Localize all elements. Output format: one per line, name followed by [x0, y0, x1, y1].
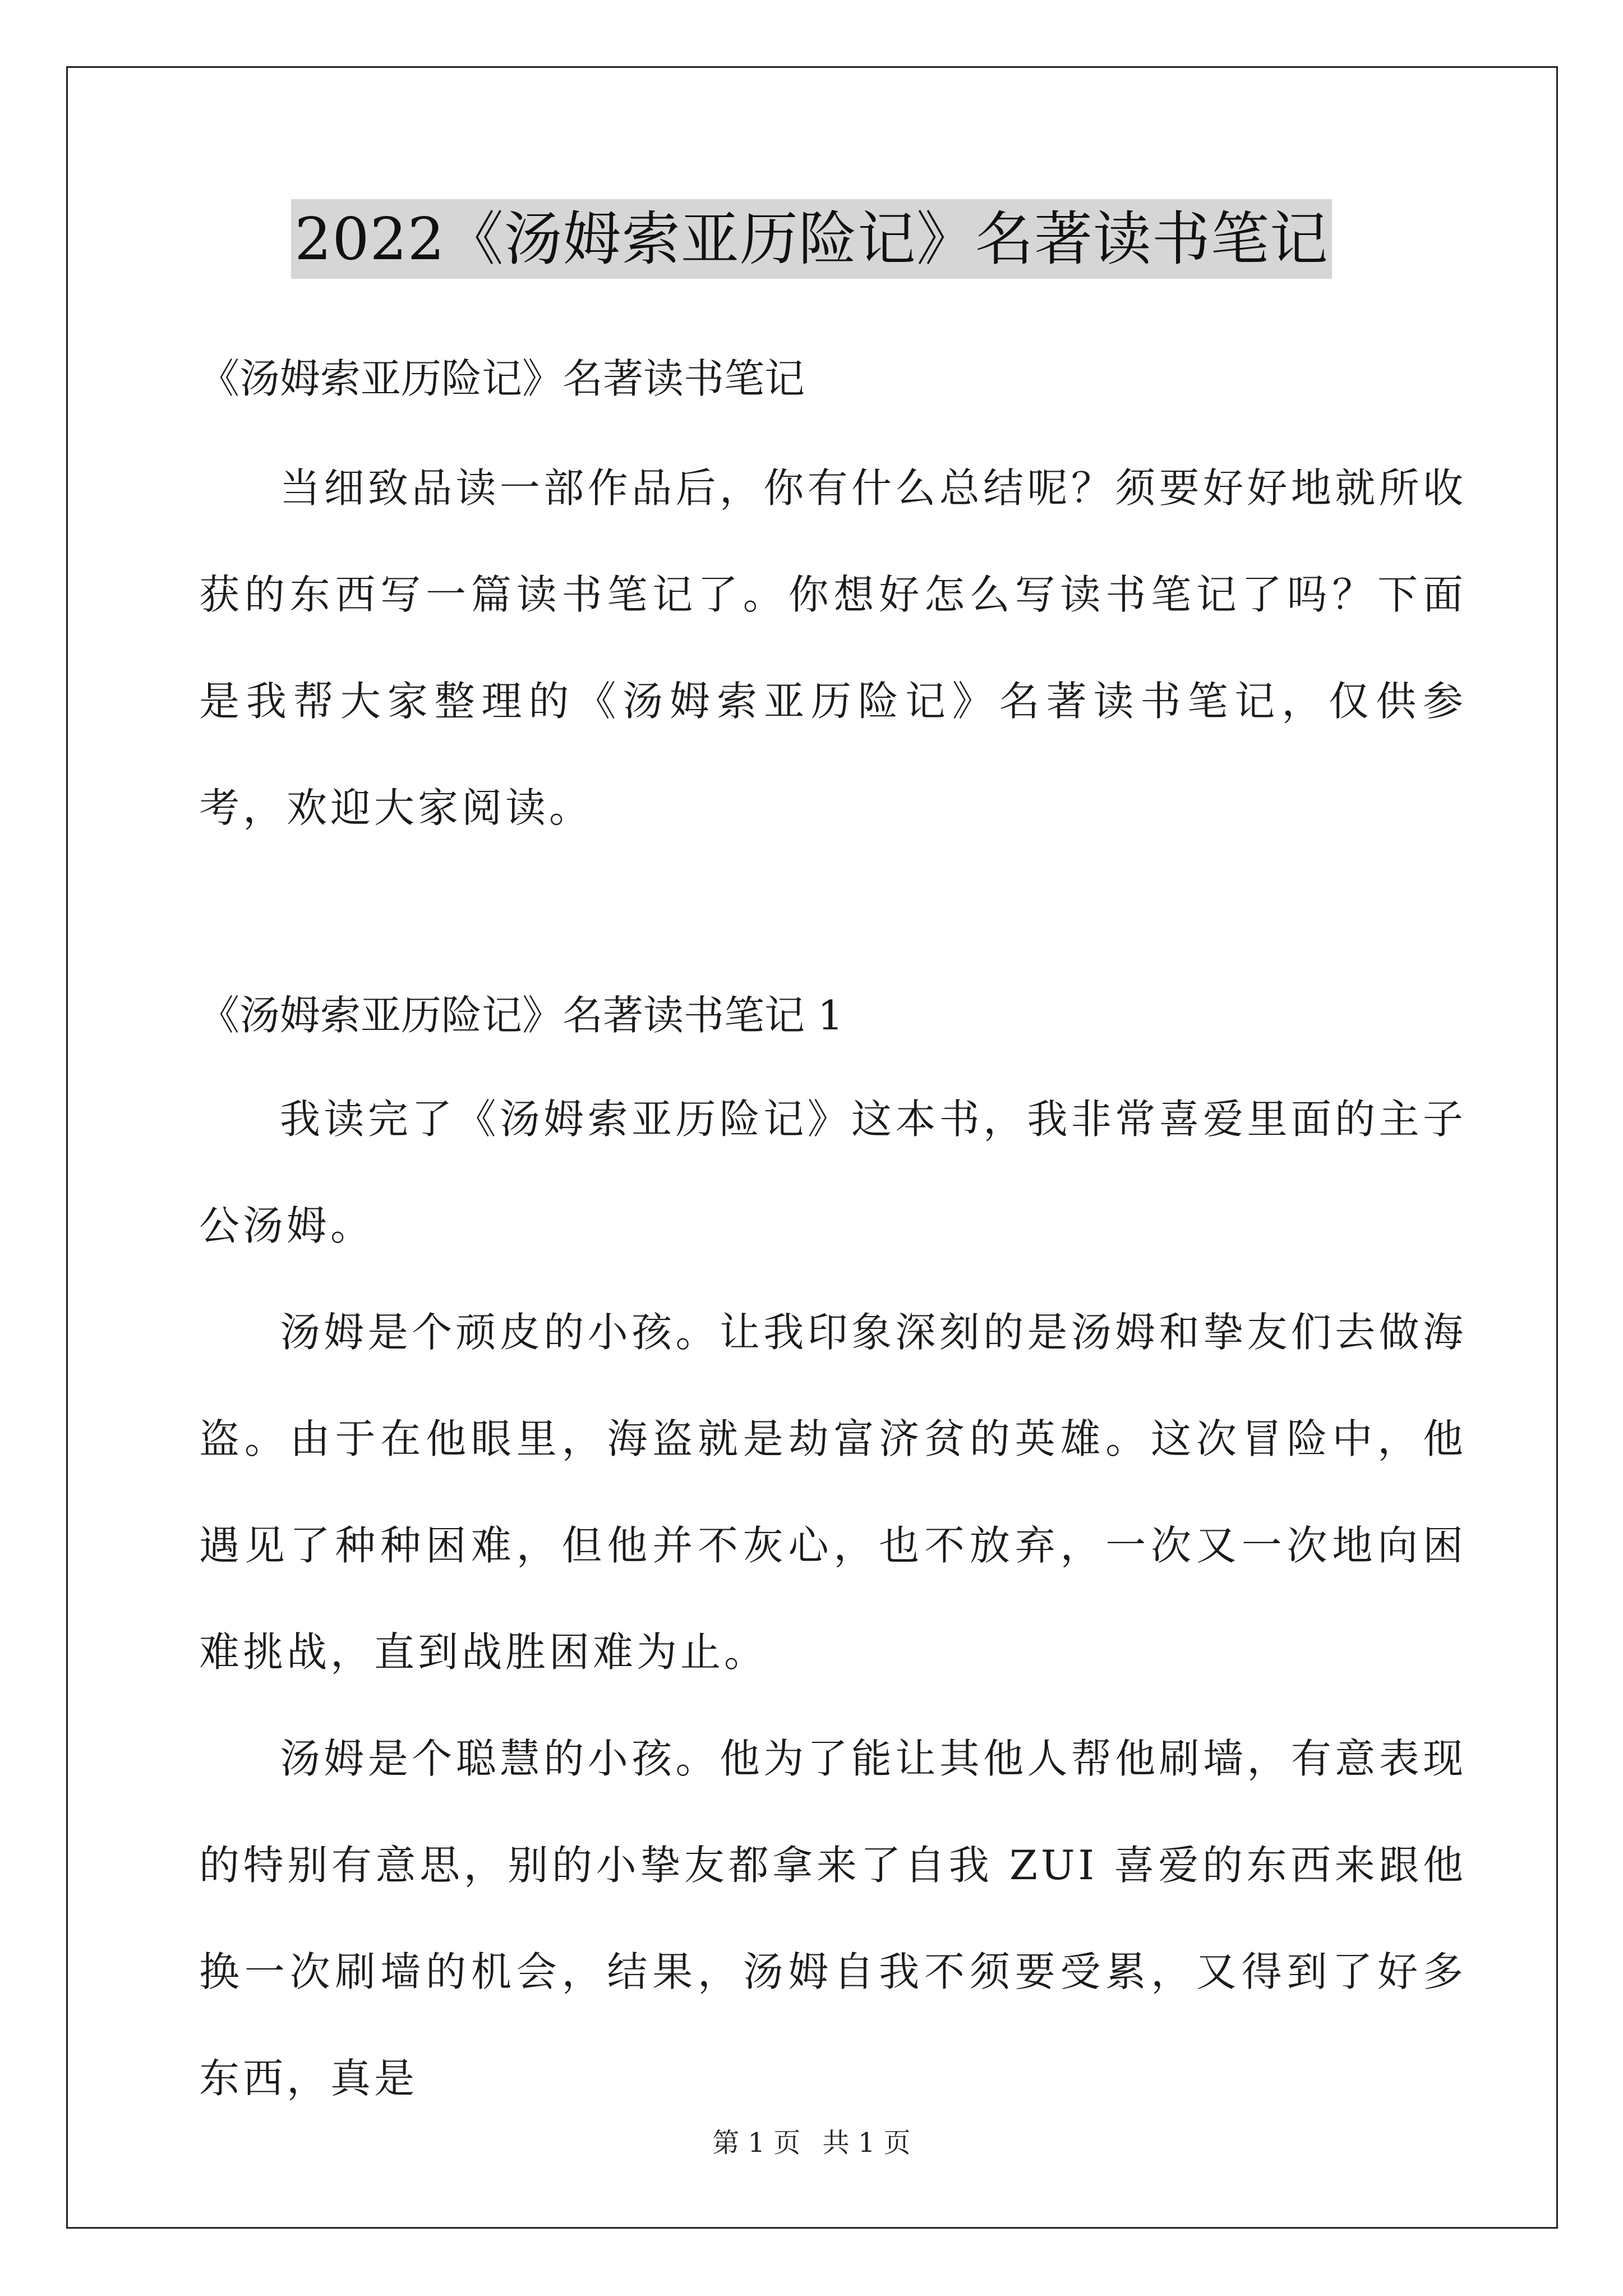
page-footer — [0, 2126, 1623, 2160]
document-subtitle: 《汤姆索亚历险记》名著读书笔记 — [199, 355, 805, 402]
body-paragraph-2: 汤姆是个顽皮的小孩。让我印象深刻的是汤姆和挚友们去做海盗。由于在他眼里，海盗就是劫富济贫的英雄。这次冒险中，他遇见了种种困难，但他并不灰心，也不放弃，一次又一次地向困难挑战，直到战胜困难为止。 — [199, 1309, 1467, 1676]
body-paragraph-3: 汤姆是个聪慧的小孩。他为了能让其他人帮他刷墙，有意表现的特别有意思，别的小挚友都拿来了自我 ZUI 喜爱的东西来跟他换一次刷墙的机会，结果，汤姆自我不须要受累，又得到了好多东西，真是 — [199, 1735, 1467, 2102]
section-heading: 《汤姆索亚历险记》名著读书笔记 1 — [199, 992, 843, 1039]
intro-paragraph: 当细致品读一部作品后，你有什么总结呢？须要好好地就所收获的东西写一篇读书笔记了。你想好怎么写读书笔记了吗？下面是我帮大家整理的《汤姆索亚历险记》名著读书笔记，仅供参考，欢迎大家阅读。 — [199, 464, 1467, 831]
body-paragraph-1: 我读完了《汤姆索亚历险记》这本书，我非常喜爱里面的主子公汤姆。 — [199, 1096, 1467, 1249]
page-number-current: 第 1 页 — [712, 2127, 801, 2159]
document-title: 2022《汤姆索亚历险记》名著读书笔记 — [291, 199, 1332, 279]
page-number-total: 共 1 页 — [822, 2127, 911, 2159]
title-container — [0, 199, 1623, 279]
